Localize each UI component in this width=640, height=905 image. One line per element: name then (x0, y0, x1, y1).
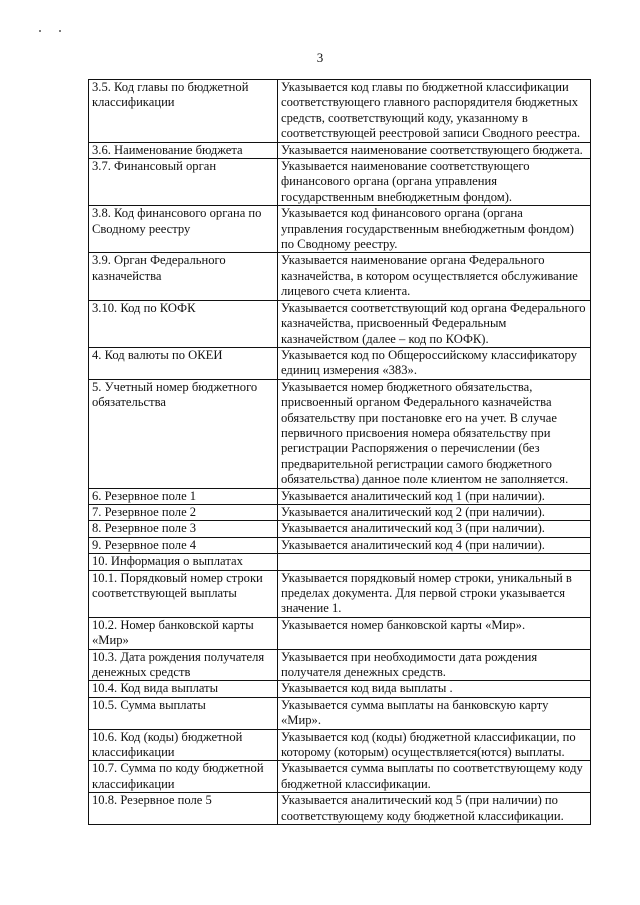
scan-speck (39, 30, 41, 32)
table-row (89, 537, 591, 553)
field-name-cell: 3.7. Финансовый орган (89, 159, 278, 206)
table-row (89, 793, 591, 825)
field-description-cell: Указывается номер банковской карты «Мир». (278, 617, 591, 649)
field-description-cell: Указывается порядковый номер строки, уникальный в пределах документа. Для первой строки указывается значение 1. (278, 570, 591, 617)
field-name-cell: 10.7. Сумма по коду бюджетной классификации (89, 761, 278, 793)
field-description-cell: Указывается аналитический код 4 (при наличии). (278, 537, 591, 553)
field-name-cell: 3.9. Орган Федерального казначейства (89, 253, 278, 300)
field-description-cell: Указывается при необходимости дата рождения получателя денежных средств. (278, 649, 591, 681)
field-name-cell: 10.2. Номер банковской карты «Мир» (89, 617, 278, 649)
field-description-cell: Указывается наименование органа Федерального казначейства, в котором осуществляется обслуживание лицевого счета клиента. (278, 253, 591, 300)
table-row (89, 521, 591, 537)
field-description-cell: Указывается соответствующий код органа Федерального казначейства, присвоенный Федеральным казначейством (далее – код по КОФК). (278, 300, 591, 347)
field-description-cell: Указывается номер бюджетного обязательства, присвоенный органом Федерального казначейства обязательству при постановке его на учет. В случае первичного присвоения номера обязательству при регистрации Распоряжения о перечислении (без предварительной регистрации самого бюджетного обязательства) данное поле клиентом не заполняется. (278, 379, 591, 488)
field-name-cell: 3.5. Код главы по бюджетной классификации (89, 80, 278, 143)
fields-table (88, 79, 591, 825)
table-row (89, 729, 591, 761)
field-name-cell: 3.10. Код по КОФК (89, 300, 278, 347)
field-description-cell: Указывается наименование соответствующего бюджета. (278, 142, 591, 158)
table-row (89, 80, 591, 143)
field-name-cell: 10. Информация о выплатах (89, 554, 278, 570)
field-name-cell: 10.1. Порядковый номер строки соответствующей выплаты (89, 570, 278, 617)
field-name-cell: 3.6. Наименование бюджета (89, 142, 278, 158)
field-description-cell: Указывается код вида выплаты . (278, 681, 591, 697)
table-row (89, 504, 591, 520)
field-name-cell: 8. Резервное поле 3 (89, 521, 278, 537)
field-name-cell: 10.5. Сумма выплаты (89, 697, 278, 729)
table-row (89, 761, 591, 793)
table-row (89, 697, 591, 729)
field-description-cell: Указывается наименование соответствующего финансового органа (органа управления государственным внебюджетным фондом). (278, 159, 591, 206)
field-description-cell: Указывается код по Общероссийскому классификатору единиц измерения «383». (278, 347, 591, 379)
field-description-cell: Указывается аналитический код 2 (при наличии). (278, 504, 591, 520)
table-row (89, 681, 591, 697)
field-description-cell: Указывается аналитический код 3 (при наличии). (278, 521, 591, 537)
field-description-cell (278, 554, 591, 570)
field-description-cell: Указывается код (коды) бюджетной классификации, по которому (которым) осуществляется(ются) выплаты. (278, 729, 591, 761)
table-row (89, 617, 591, 649)
field-name-cell: 10.6. Код (коды) бюджетной классификации (89, 729, 278, 761)
page-number: 3 (316, 50, 324, 65)
field-name-cell: 10.8. Резервное поле 5 (89, 793, 278, 825)
table-row (89, 159, 591, 206)
field-description-cell: Указывается аналитический код 1 (при наличии). (278, 488, 591, 504)
table-row (89, 253, 591, 300)
field-name-cell: 6. Резервное поле 1 (89, 488, 278, 504)
field-name-cell: 3.8. Код финансового органа по Сводному реестру (89, 206, 278, 253)
table-row (89, 300, 591, 347)
field-name-cell: 5. Учетный номер бюджетного обязательства (89, 379, 278, 488)
table-row (89, 649, 591, 681)
table-row (89, 142, 591, 158)
field-name-cell: 7. Резервное поле 2 (89, 504, 278, 520)
table-row (89, 379, 591, 488)
field-description-cell: Указывается код главы по бюджетной классификации соответствующего главного распорядителя бюджетных средств, соответствующий коду, указанному в соответствующей реестровой записи Сводного реестра. (278, 80, 591, 143)
scan-speck (59, 30, 61, 32)
field-description-cell: Указывается аналитический код 5 (при наличии) по соответствующему коду бюджетной классификации. (278, 793, 591, 825)
table-row (89, 554, 591, 570)
field-name-cell: 4. Код валюты по ОКЕИ (89, 347, 278, 379)
field-name-cell: 10.4. Код вида выплаты (89, 681, 278, 697)
table-row (89, 206, 591, 253)
table-row (89, 570, 591, 617)
field-name-cell: 10.3. Дата рождения получателя денежных средств (89, 649, 278, 681)
field-description-cell: Указывается код финансового органа (органа управления государственным внебюджетным фондом) по Сводному реестру. (278, 206, 591, 253)
table-row (89, 347, 591, 379)
field-name-cell: 9. Резервное поле 4 (89, 537, 278, 553)
field-description-cell: Указывается сумма выплаты по соответствующему коду бюджетной классификации. (278, 761, 591, 793)
table-row (89, 488, 591, 504)
field-description-cell: Указывается сумма выплаты на банковскую карту «Мир». (278, 697, 591, 729)
